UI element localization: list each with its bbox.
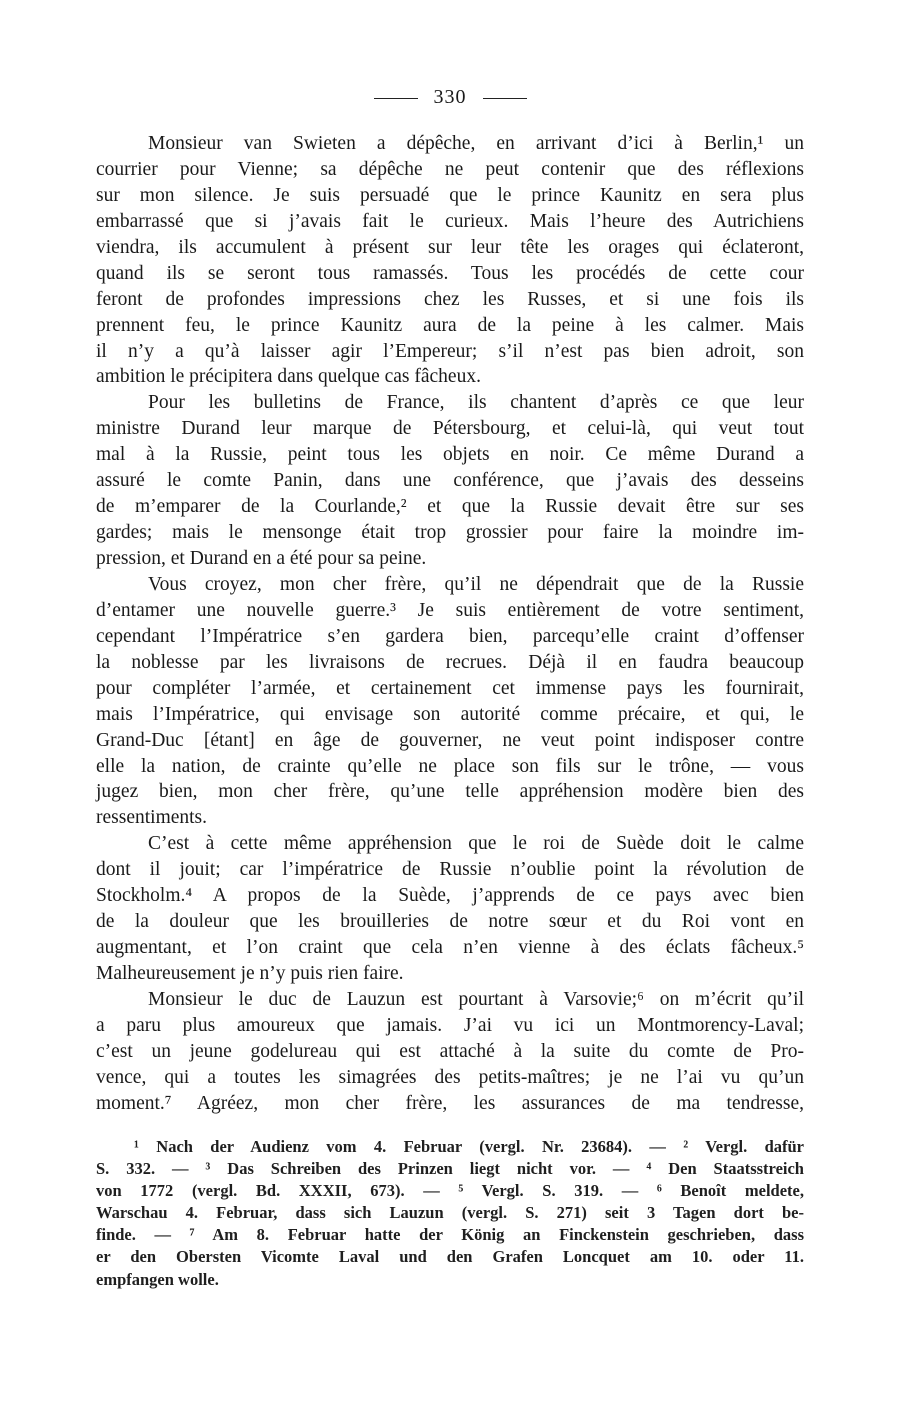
letter-body [96, 131, 804, 1117]
footnote-line: Warschau 4. Februar, dass sich Lauzun (vergl. S. 271) seit 3 Tagen dort be- [96, 1203, 804, 1223]
body-line: cependant l’Impératrice s’en gardera bien, parcequ’elle craint d’offenser [96, 625, 804, 647]
body-line: ministre Durand leur marque de Pétersbourg, et celui-là, qui veut tout [96, 418, 804, 440]
body-line: moment.⁷ Agréez, mon cher frère, les assurances de ma tendresse, [96, 1092, 804, 1114]
body-line: pour compléter l’armée, et certainement cet immense pays les fournirait, [96, 677, 804, 699]
body-line: Monsieur le duc de Lauzun est pourtant à Varsovie;⁶ on m’écrit qu’il [148, 988, 804, 1010]
body-line: d’entamer une nouvelle guerre.³ Je suis entièrement de votre sentiment, [96, 599, 804, 621]
header-rule-left [374, 98, 418, 99]
body-line: pression, et Durand en a été pour sa peine. [96, 548, 427, 569]
body-line: a paru plus amoureux que jamais. J’ai vu ici un Montmorency-Laval; [96, 1014, 804, 1036]
body-line: c’est un jeune godelureau qui est attaché à la suite du comte de Pro- [96, 1040, 804, 1062]
body-line: feront de profondes impressions chez les Russes, et si une fois ils [96, 288, 804, 310]
body-line: Grand-Duc [étant] en âge de gouverner, ne veut point indisposer contre [96, 729, 804, 751]
body-line: vence, qui a toutes les simagrées des petits-maîtres; je ne l’ai vu qu’un [96, 1066, 804, 1088]
body-line: mais l’Impératrice, qui envisage son autorité comme précaire, et qui, le [96, 703, 804, 725]
body-line: elle la nation, de crainte qu’elle ne place son fils sur le trône, — vous [96, 755, 804, 777]
body-line: il n’y a qu’à laisser agir l’Empereur; s’il n’est pas bien adroit, son [96, 340, 804, 362]
body-line: jugez bien, mon cher frère, qu’une telle appréhension modère bien des [96, 781, 804, 803]
body-line: Vous croyez, mon cher frère, qu’il ne dépendrait que de la Russie [148, 573, 804, 595]
page-header [0, 86, 900, 109]
body-line: de la douleur que les brouilleries de notre sœur et du Roi vont en [96, 911, 804, 933]
body-line: la noblesse par les livraisons de recrues. Déjà il en faudra beaucoup [96, 651, 804, 673]
footnote-line: finde. — ⁷ Am 8. Februar hatte der König an Finckenstein geschrieben, dass [96, 1225, 804, 1245]
body-line: mal à la Russie, peint tous les objets en noir. Ce même Durand a [96, 444, 804, 466]
footnote-line: er den Obersten Vicomte Laval und den Grafen Loncquet am 10. oder 11. [96, 1247, 804, 1267]
body-line: de m’emparer de la Courlande,² et que la Russie devait être sur ses [96, 496, 804, 518]
body-line: Stockholm.⁴ A propos de la Suède, j’apprends de ce pays avec bien [96, 885, 804, 907]
body-line: dont il jouit; car l’impératrice de Russie n’oublie point la révolution de [96, 859, 804, 881]
header-rule-right [483, 98, 527, 99]
body-line: augmentant, et l’on craint que cela n’en vienne à des éclats fâcheux.⁵ [96, 937, 804, 959]
body-line: ambition le précipitera dans quelque cas fâcheux. [96, 366, 481, 388]
body-line: viendra, ils accumulent à présent sur leur tête les orages qui éclateront, [96, 236, 804, 258]
body-line: Monsieur van Swieten a dépêche, en arrivant d’ici à Berlin,¹ un [148, 133, 804, 154]
body-line: Malheureusement je n’y puis rien faire. [96, 963, 404, 984]
body-line: ressentiments. [96, 807, 208, 829]
body-line: sur mon silence. Je suis persuadé que le prince Kaunitz en sera plus [96, 184, 804, 206]
footnote-line: ¹ Nach der Audienz vom 4. Februar (vergl. Nr. 23684). — ² Vergl. dafür [134, 1137, 804, 1156]
body-line: Pour les bulletins de France, ils chantent d’après ce que leur [148, 392, 804, 414]
footnotes [96, 1136, 804, 1291]
body-line: embarrassé que si j’avais fait le curieux. Mais l’heure des Autrichiens [96, 210, 804, 232]
page-number: 330 [433, 86, 467, 108]
body-line: courrier pour Vienne; sa dépêche ne peut contenir que des réflexions [96, 158, 804, 180]
footnote-line: S. 332. — ³ Das Schreiben des Prinzen liegt nicht vor. — ⁴ Den Staatsstreich [96, 1159, 804, 1179]
footnote-line: empfangen wolle. [96, 1269, 219, 1289]
body-line: gardes; mais le mensonge était trop grossier pour faire la moindre im- [96, 522, 804, 544]
body-line: quand ils se seront tous ramassés. Tous les procédés de cette cour [96, 262, 804, 284]
body-line: assuré le comte Panin, dans une conférence, que j’avais des desseins [96, 470, 804, 492]
footnote-line: von 1772 (vergl. Bd. XXXII, 673). — ⁵ Vergl. S. 319. — ⁶ Benoît meldete, [96, 1181, 804, 1201]
body-line: prennent feu, le prince Kaunitz aura de la peine à les calmer. Mais [96, 314, 804, 336]
body-line: C’est à cette même appréhension que le roi de Suède doit le calme [148, 833, 804, 855]
